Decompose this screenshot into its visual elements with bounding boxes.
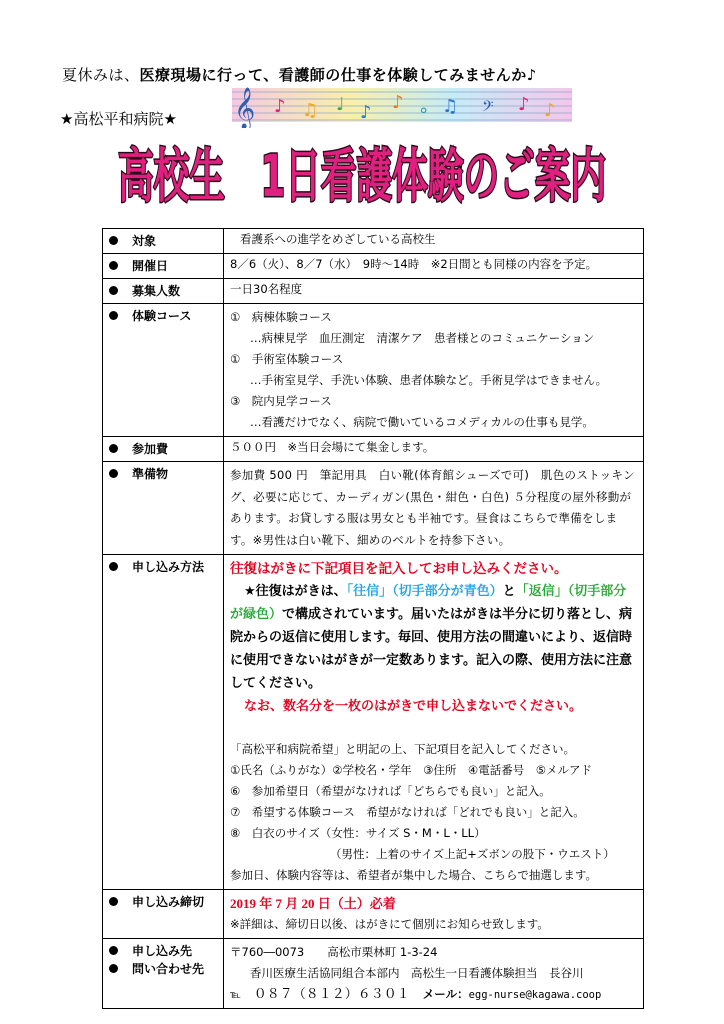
page-title-text: 高校生 1日看護体験のご案内: [118, 142, 606, 210]
row-fee: [103, 437, 644, 462]
contact-address: 〒760―0073 高松市栗林町 1-3-24: [230, 945, 438, 959]
bullet-icon: [109, 261, 118, 270]
row-prep: [103, 462, 644, 555]
course-item: ① 手術室体験コース: [230, 352, 344, 366]
course-label: 体験コース: [132, 309, 192, 323]
apply-item: ⑥ 参加希望日（希望がなければ「どちらでも良い」と記入。: [230, 784, 551, 798]
bullet-icon: [109, 236, 118, 245]
bullet-icon: [109, 311, 118, 320]
outgoing-card-text: 「往信」（切手部分が青色）: [346, 584, 503, 599]
svg-text:𝄞: 𝄞: [234, 88, 256, 128]
course-detail: …手術室見学、手洗い体験、患者体験など。手術見学はできません。: [250, 373, 608, 387]
row-date: [103, 254, 644, 279]
course-item: ① 病棟体験コース: [230, 310, 332, 324]
page-title: [60, 130, 664, 212]
svg-text:♫: ♫: [442, 96, 459, 117]
row-target: [103, 229, 644, 254]
date-value: 8／6（火）、8／7（水） 9時〜14時 ※2日間とも同様の内容を予定。: [230, 257, 598, 271]
apply-item: ①氏名（ふりがな）②学校名・学年 ③住所 ④電話番号 ⑤メルアド: [230, 763, 593, 777]
capacity-value: 一日30名程度: [230, 282, 303, 296]
svg-text:♪: ♪: [392, 92, 404, 113]
bullet-icon: [109, 286, 118, 295]
svg-text:∘: ∘: [418, 100, 430, 121]
apply-item: ⑦ 希望する体験コース 希望がなければ「どれでも良い」と記入。: [230, 805, 585, 819]
fee-label: 参加費: [132, 442, 169, 456]
deadline-note: ※詳細は、締切日以後、はがきにて個別にお知らせ致します。: [230, 917, 549, 931]
course-detail: …看護だけでなく、病院で働いているコメディカルの仕事も見学。: [250, 415, 594, 429]
svg-text:♫: ♫: [302, 100, 319, 121]
course-detail: …病棟見学 血圧測定 清潔ケア 患者様とのコミュニケーション: [250, 331, 595, 345]
apply-paragraph: ★往復はがきは、「往信」（切手部分が青色）と「返信」（切手部分が緑色）で構成されています。届いたはがきは半分に切り落とし、病院からの返信に使用します。毎回、使用方法の間違いにより、返信時に使用できないはがきが一定数あります。記入の際、使用方法に注意してください。: [230, 584, 632, 691]
contact-label-apply: 申し込み先: [132, 944, 193, 958]
organizer: ★高松平和病院★: [60, 110, 177, 128]
prep-label: 準備物: [132, 467, 169, 481]
apply-headline: 往復はがきに下記項目を記入してお申し込みください。: [230, 561, 568, 577]
apply-item-male: （男性：上着のサイズ上記+ズボンの股下・ウエスト）: [330, 847, 615, 861]
row-apply: [103, 555, 644, 890]
target-label: 対象: [132, 234, 157, 248]
reply-card-text: 「返信」（切手部分が緑色）: [230, 584, 627, 622]
mail-label: メール：: [422, 987, 469, 1001]
svg-text:♪: ♪: [274, 96, 286, 117]
svg-text:𝄢: 𝄢: [482, 98, 494, 119]
deadline-label: 申し込み締切: [132, 895, 205, 909]
svg-text:♩: ♩: [336, 94, 345, 115]
course-item: ③ 院内見学コース: [230, 394, 332, 408]
intro-prefix: 夏休みは、: [62, 66, 140, 84]
apply-instruction: 「高松平和病院希望」と明記の上、下記項目を記入してください。: [230, 742, 575, 756]
row-deadline: [103, 890, 644, 939]
bullet-icon: [109, 444, 118, 453]
contact-phone: ０８７（８１２）６３０１: [253, 987, 410, 1002]
target-value: 看護系への進学をめざしている高校生: [240, 232, 436, 246]
svg-text:♪: ♪: [544, 100, 556, 121]
row-contact: [103, 939, 644, 1009]
info-table: [102, 228, 644, 1009]
svg-text:♪: ♪: [360, 102, 372, 123]
row-capacity: [103, 279, 644, 304]
apply-lottery: 参加日、体験内容等は、希望者が集中した場合、こちらで抽選します。: [230, 868, 597, 882]
bullet-icon: [109, 946, 118, 955]
intro-highlight: 医療現場に行って、看護師の仕事を体験してみませんか♪: [139, 66, 537, 84]
contact-email: egg-nurse@kagawa.coop: [468, 989, 602, 1001]
bullet-icon: [109, 964, 118, 973]
apply-warning: なお、数名分を一枚のはがきで申し込まないでください。: [244, 699, 583, 714]
deadline-date: 2019 年 7 月 20 日（土）必着: [230, 896, 396, 911]
bullet-icon: [109, 562, 118, 571]
apply-item: ⑧ 白衣のサイズ（女性：サイズ S・M・L・LL）: [230, 826, 486, 840]
contact-label-inquiry: 問い合わせ先: [132, 962, 205, 976]
apply-label: 申し込み方法: [132, 560, 205, 574]
music-staff-icon: [232, 82, 572, 128]
prep-value: 参加費 500 円 筆記用具 白い靴(体育館シューズで可) 肌色のストッキング、必要に応じて、カーディガン(黒色・紺色・白色) ５分程度の屋外移動があります。お貸しする服は男女とも半袖です。昼食はこちらで準備をします。※男性は白い靴下、細めのベルトを持参下さい。: [230, 468, 635, 547]
bullet-icon: [109, 897, 118, 906]
svg-text:♪: ♪: [518, 94, 530, 115]
capacity-label: 募集人数: [132, 284, 181, 298]
fee-value: ５００円 ※当日会場にて集金します。: [230, 440, 435, 454]
contact-office: 香川医療生活協同組合本部内 高松生一日看護体験担当 長谷川: [250, 966, 584, 980]
phone-icon: ℡: [230, 990, 241, 1001]
date-label: 開催日: [132, 259, 169, 273]
bullet-icon: [109, 469, 118, 478]
row-course: [103, 304, 644, 437]
